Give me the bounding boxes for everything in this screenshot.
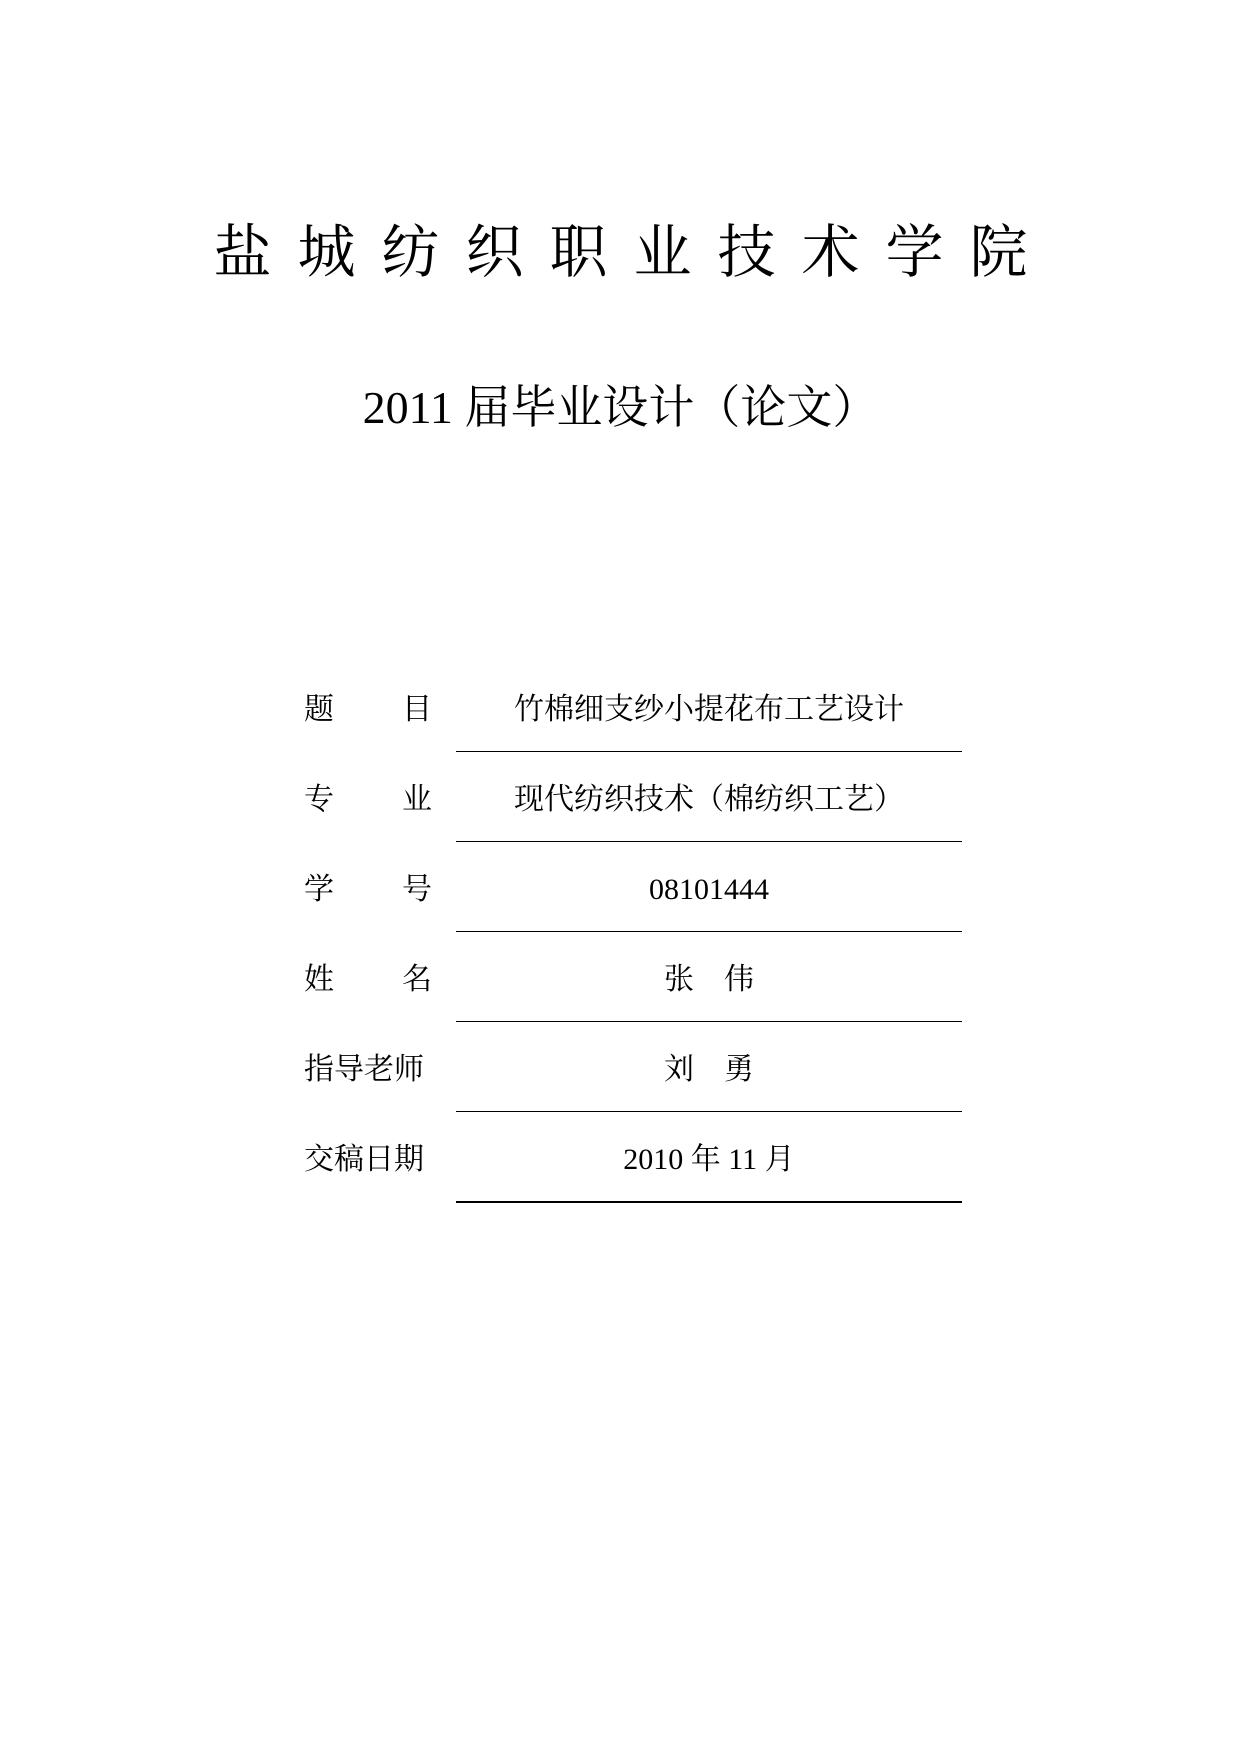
student-id-label-char-1: 学: [304, 873, 334, 906]
student-id-label: [304, 870, 432, 910]
info-row-major: [300, 754, 962, 844]
name-underline: [456, 1021, 962, 1022]
major-label-char-2: 业: [402, 783, 432, 816]
cover-info-table: [300, 664, 962, 1204]
student-id-underline: [456, 931, 962, 932]
submit-date-value: 2010 年 11 月: [623, 1143, 795, 1176]
name-label-char-1: 姓: [304, 963, 334, 996]
topic-label-char-1: 题: [304, 693, 334, 726]
topic-label-char-2: 目: [402, 693, 432, 726]
info-row-advisor: [300, 1024, 962, 1114]
topic-label: [304, 690, 432, 730]
info-row-submit-date: [300, 1114, 962, 1204]
info-row-student-id: [300, 844, 962, 934]
topic-underline: [456, 751, 962, 752]
name-label: [304, 960, 432, 1000]
student-id-label-char-2: 号: [402, 873, 432, 906]
student-id-value: 08101444: [649, 873, 769, 906]
advisor-underline: [456, 1111, 962, 1112]
topic-value: 竹棉细支纱小提花布工艺设计: [514, 693, 904, 726]
major-label-char-1: 专: [304, 783, 334, 816]
advisor-value: 刘 勇: [664, 1053, 754, 1086]
advisor-label: 指导老师: [304, 1053, 424, 1086]
major-value: 现代纺织技术（棉纺织工艺）: [514, 783, 904, 816]
submit-date-label: 交稿日期: [304, 1143, 424, 1176]
school-name: 盐城纺织职业技术学院: [213, 218, 1054, 286]
info-row-name: [300, 934, 962, 1024]
major-label: [304, 780, 432, 820]
name-label-char-2: 名: [402, 963, 432, 996]
thesis-title: 2011 届毕业设计（论文）: [362, 382, 879, 433]
major-underline: [456, 841, 962, 842]
submit-date-underline: [456, 1201, 962, 1203]
info-row-topic: [300, 664, 962, 754]
name-value: 张 伟: [664, 963, 754, 996]
